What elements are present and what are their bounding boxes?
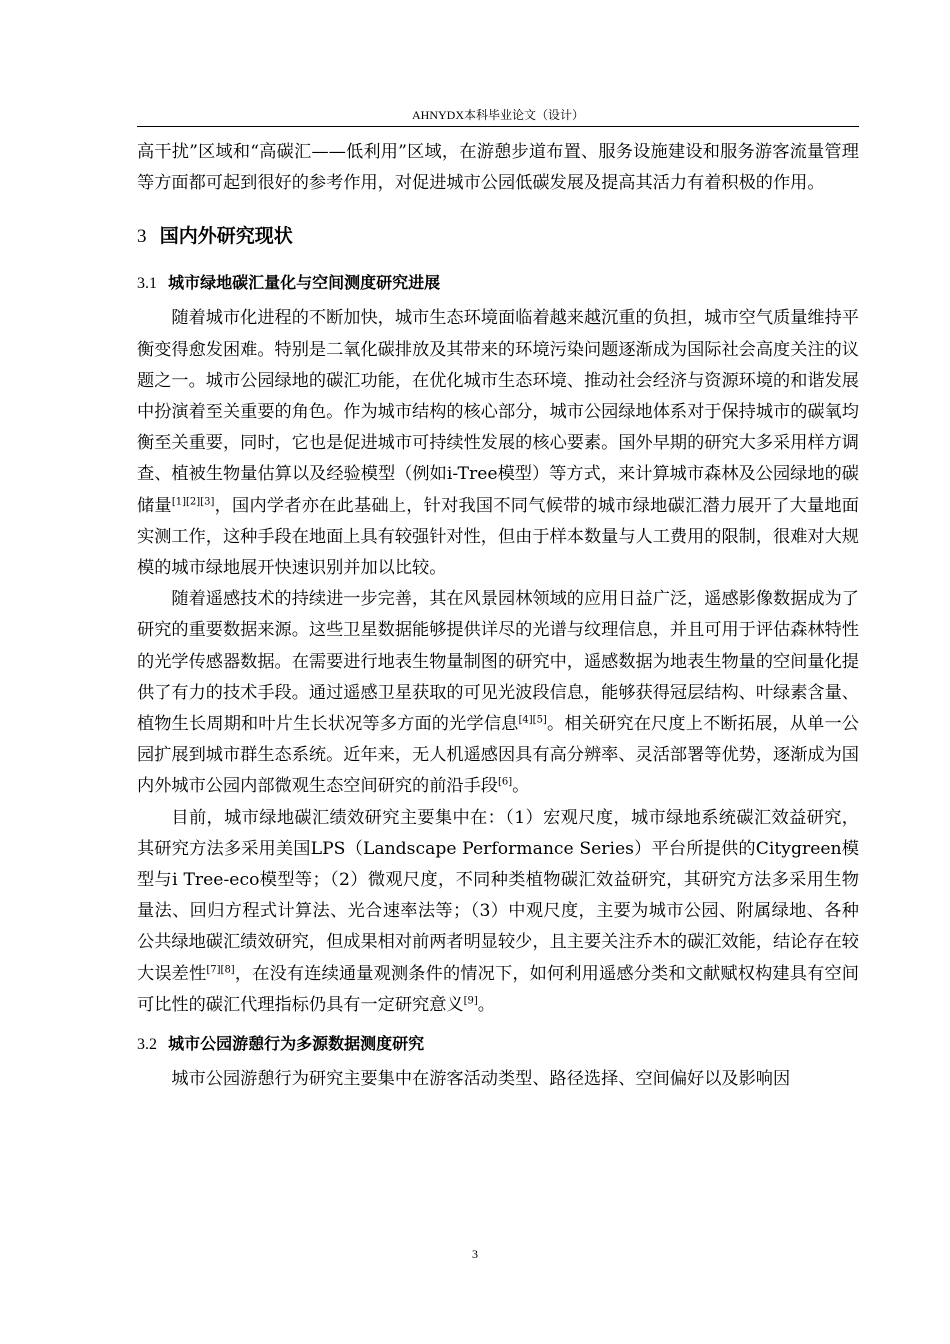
page-body (137, 137, 859, 1095)
paragraph-carbon-sink-intro (137, 303, 859, 584)
citation: [4][5] (518, 714, 547, 726)
paragraph-text: ，国内学者亦在此基础上，针对我国不同气候带的城市绿地碳汇潜力展开了大量地面实测工作，这种手段在地面上具有较强针对性，但由于样本数量与人工费用的限制，很难对大规模的城市绿地展开快速识别并加以比较。 (137, 495, 859, 579)
paragraph-text: ，在没有连续通量观测条件的情况下，如何利用遥感分类和文献赋权构建具有空间可比性的碳汇代理指标仍具有一定研究意义 (137, 963, 859, 1015)
paragraph-text: 随着城市化进程的不断加快，城市生态环境面临着越来越沉重的负担，城市空气质量维持平衡变得愈发困难。特别是二氧化碳排放及其带来的环境污染问题逐渐成为国际社会高度关注的议题之一。城市公园绿地的碳汇功能，在优化城市生态环境、推动社会经济与资源环境的和谐发展中扮演着至关重要的角色。作为城市结构的核心部分，城市公园绿地体系对于保持城市的碳氧均衡至关重要，同时，它也是促进城市可持续性发展的核心要素。国外早期的研究大多采用样方调查、植被生物量估算以及经验模型（例如i-Tree模型）等方式，来计算城市森林及公园绿地的碳储量 (137, 308, 859, 516)
section-heading-3-2 (137, 1025, 859, 1064)
citation: [9] (463, 995, 478, 1007)
section-number: 3.1 (137, 275, 157, 293)
paragraph-text: 。相关研究在尺度上不断拓展，从单一公园扩展到城市群生态系统。近年来，无人机遥感因具有高分辨率、灵活部署等优势，逐渐成为国内外城市公园内部微观生态空间研究的前沿手段 (137, 714, 859, 797)
section-title: 城市公园游憩行为多源数据测度研究 (168, 1034, 425, 1054)
paragraph-remote-sensing (137, 584, 859, 802)
section-number: 3.2 (137, 1036, 157, 1054)
citation: [1][2][3] (171, 495, 215, 507)
paragraph-text: 。 (477, 994, 495, 1015)
paragraph-carbon-performance (137, 803, 859, 1021)
running-header: AHNYDX本科毕业论文（设计） (412, 108, 584, 122)
paragraph-text: 随着遥感技术的持续进一步完善，其在风景园林领域的应用日益广泛，遥感影像数据成为了研究的重要数据来源。这些卫星数据能够提供详尽的光谱与纹理信息，并且可用于评估森林特性的光学传感器数据。在需要进行地表生物量制图的研究中，遥感数据为地表生物量的空间量化提供了有力的技术手段。通过遥感卫星获取的可见光波段信息，能够获得冠层结构、叶绿素含量、植物生长周期和叶片生长状况等多方面的光学信息 (137, 589, 859, 735)
intro-paragraph: 高干扰”区域和“高碳汇——低利用”区域，在游憩步道布置、服务设施建设和服务游客流量管理等方面都可起到很好的参考作用，对促进城市公园低碳发展及提高其活力有着积极的作用。 (137, 142, 859, 194)
chapter-number: 3 (137, 226, 147, 248)
section-title: 城市绿地碳汇量化与空间测度研究进展 (168, 273, 441, 293)
chapter-title: 国内外研究现状 (159, 225, 293, 248)
section-heading-3-1 (137, 264, 859, 303)
page-number: 3 (472, 1247, 478, 1261)
header-rule (137, 126, 859, 127)
paragraph-recreation-behavior: 城市公园游憩行为研究主要集中在游客活动类型、路径选择、空间偏好以及影响因 (171, 1069, 791, 1090)
paragraph-text: 。 (512, 776, 530, 797)
citation: [6] (497, 776, 513, 788)
paragraph-text: 目前，城市绿地碳汇绩效研究主要集中在：（1）宏观尺度，城市绿地系统碳汇效益研究，其研究方法多采用美国LPS（Landscape Performance Series）平台所提供的Citygreen模型与i Tree-eco模型等；（2）微观尺度，不同种类植物碳汇效益研究，其研究方法多采用生物量法、回归方程式计算法、光合速率法等；（3）中观尺度，主要为城市公园、附属绿地、各种公共绿地碳汇绩效研究，但成果相对前两者明显较少，且主要关注乔木的碳汇效能，结论存在较大误差性 (137, 807, 859, 984)
citation: [7][8] (206, 963, 235, 975)
chapter-heading (137, 219, 859, 254)
